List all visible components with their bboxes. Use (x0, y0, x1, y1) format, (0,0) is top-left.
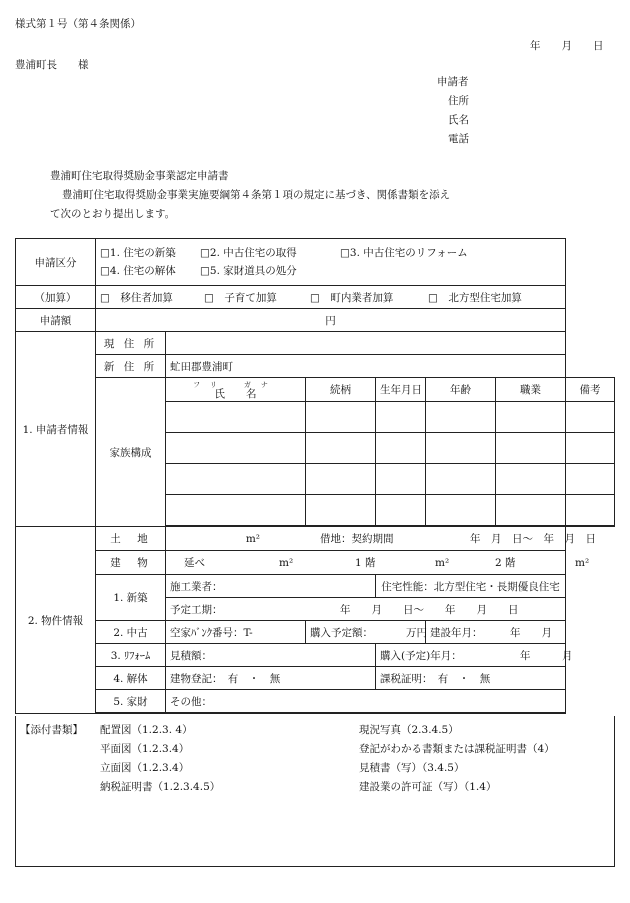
building-unit: m² (279, 557, 294, 569)
form-number: 様式第１号（第４条関係） (15, 18, 141, 30)
land-field[interactable] (166, 527, 596, 551)
name-label: 氏名 (448, 114, 469, 126)
family-cell[interactable] (376, 464, 426, 495)
intro-line-1: 豊浦町住宅取得奨励金事業実施要綱第４条第１項の規定に基づき、関係書類を添え (62, 189, 451, 201)
floor-2: 2 階 (495, 557, 516, 569)
current-address-field[interactable] (166, 332, 566, 355)
new-address-label: 新 住 所 (96, 355, 166, 378)
land-unit: m² (245, 533, 260, 545)
family-cell[interactable] (426, 433, 496, 464)
applicant-label: 申請者 (437, 76, 469, 88)
bank-number-field[interactable]: 空家ﾊﾞﾝｸ番号：T- (166, 621, 306, 644)
family-cell[interactable] (566, 495, 615, 526)
attachment-item: 納税証明書（1.2.3.4.5） (100, 781, 221, 793)
attachment-item: 平面図（1.2.3.4） (100, 743, 190, 755)
category-used-purchase[interactable]: □2. 中古住宅の取得 (200, 247, 297, 259)
family-header-birthdate: 生年月日 (376, 378, 426, 402)
purchase-date-unit: 年 月 (520, 649, 573, 662)
floor-2-unit: m² (575, 557, 590, 569)
family-cell[interactable] (376, 402, 426, 433)
attachment-item: 立面図（1.2.3.4） (100, 762, 190, 774)
amount-unit: 円 (325, 314, 336, 327)
tax-cert-field[interactable]: 課税証明： 有 ・ 無 (376, 667, 566, 690)
category-new-build[interactable]: □1. 住宅の新築 (100, 247, 176, 259)
phone-label: 電話 (448, 133, 469, 145)
built-year-label: 建設年月： (430, 626, 483, 639)
household-label: 5. 家財 (96, 690, 166, 713)
estimate-field[interactable]: 見積額： (166, 644, 376, 667)
built-year-unit: 年 月 (510, 626, 552, 639)
purchase-price-field[interactable] (306, 621, 426, 644)
family-cell[interactable] (376, 495, 426, 526)
family-label: 家族構成 (96, 378, 166, 527)
schedule-label: 予定工期： (170, 603, 223, 616)
amount-label: 申請額 (16, 309, 96, 332)
family-header-job: 職業 (496, 378, 566, 402)
performance-field[interactable]: 住宅性能：北方型住宅・長期優良住宅 (376, 575, 566, 598)
attachment-item: 登記がわかる書類または課税証明書（4） (359, 743, 555, 755)
registration-field[interactable]: 建物登記： 有 ・ 無 (166, 667, 376, 690)
attachment-item: 現況写真（2.3.4.5） (359, 724, 459, 736)
family-cell[interactable] (376, 433, 426, 464)
addition-childcare[interactable]: □ 子育て加算 (204, 291, 277, 304)
used-label: 2. 中古 (96, 621, 166, 644)
schedule-field[interactable] (166, 598, 566, 621)
contractor-field[interactable]: 施工業者： (166, 575, 376, 598)
purchase-price-label: 購入予定額： (310, 626, 373, 639)
addition-local-contractor[interactable]: □ 町内業者加算 (310, 291, 394, 304)
family-name-label: 氏 名 (214, 387, 257, 400)
purchase-price-unit: 万円 (406, 626, 427, 639)
family-cell[interactable] (426, 464, 496, 495)
addition-options[interactable] (96, 286, 566, 309)
addition-migrant[interactable]: □ 移住者加算 (100, 291, 173, 304)
family-cell[interactable] (306, 402, 376, 433)
family-cell[interactable] (306, 433, 376, 464)
family-header-relation: 続柄 (306, 378, 376, 402)
reform-label: 3. ﾘﾌｫｰﾑ (96, 644, 166, 667)
land-lease: 借地：契約期間 (320, 533, 394, 545)
land-label: 土 地 (96, 527, 166, 551)
addition-label: （加算） (16, 286, 96, 309)
floor-1-unit: m² (435, 557, 450, 569)
family-header-notes: 備考 (566, 378, 615, 402)
addressee: 豊浦町長 様 (15, 59, 89, 71)
floor-1: 1 階 (355, 557, 376, 569)
building-label: 建 物 (96, 551, 166, 575)
family-cell[interactable] (496, 464, 566, 495)
family-cell[interactable] (426, 495, 496, 526)
family-cell[interactable] (496, 433, 566, 464)
property-info-label: 2. 物件情報 (16, 527, 96, 714)
new-address-field[interactable]: 虻田郡豊浦町 (166, 355, 566, 378)
family-cell[interactable] (426, 402, 496, 433)
family-furigana: フリ ガナ (193, 380, 278, 389)
attachment-item: 配置図（1.2.3. 4） (100, 724, 193, 736)
family-cell[interactable] (306, 495, 376, 526)
other-field[interactable]: その他： (166, 690, 566, 713)
attachment-item: 見積書（写）（3.4.5） (359, 762, 465, 774)
family-cell[interactable] (166, 464, 306, 495)
category-demolish[interactable]: □4. 住宅の解体 (100, 265, 176, 277)
category-options[interactable] (96, 239, 566, 286)
family-cell[interactable] (566, 433, 615, 464)
applicant-info-label: 1. 申請者情報 (16, 332, 96, 527)
new-build-label: 1. 新築 (96, 575, 166, 621)
attachment-item: 建設業の許可証（写）（1.4） (359, 781, 497, 793)
addition-northern-house[interactable]: □ 北方型住宅加算 (428, 291, 522, 304)
application-form (15, 238, 615, 714)
land-period: 年 月 日～ 年 月 日 (470, 533, 596, 545)
family-header-age: 年齢 (426, 378, 496, 402)
family-header-name (166, 378, 306, 402)
family-cell[interactable] (306, 464, 376, 495)
family-cell[interactable] (566, 464, 615, 495)
built-year-field[interactable] (426, 621, 566, 644)
demolish-label: 4. 解体 (96, 667, 166, 690)
family-cell[interactable] (566, 402, 615, 433)
family-cell[interactable] (496, 402, 566, 433)
attachments-box (15, 716, 615, 867)
document-title: 豊浦町住宅取得奨励金事業認定申請書 (50, 170, 229, 182)
family-cell[interactable] (496, 495, 566, 526)
purchase-date-field[interactable] (376, 644, 573, 667)
building-field[interactable] (166, 551, 590, 575)
category-label: 申請区分 (16, 239, 96, 286)
family-cell[interactable] (166, 495, 306, 526)
current-address-label: 現 住 所 (96, 332, 166, 355)
intro-line-2: て次のとおり提出します。 (50, 208, 176, 220)
schedule-dates: 年 月 日～ 年 月 日 (340, 603, 519, 616)
family-cell[interactable] (166, 433, 306, 464)
date-field: 年 月 日 (530, 40, 604, 52)
address-label: 住所 (448, 95, 469, 107)
building-total: 延べ (184, 557, 205, 569)
category-reform[interactable]: □3. 中古住宅のリフォーム (340, 247, 468, 259)
family-cell[interactable] (166, 402, 306, 433)
category-household[interactable]: □5. 家財道具の処分 (200, 265, 297, 277)
attachments-label: 【添付書類】 (20, 724, 83, 736)
amount-field[interactable] (96, 309, 566, 332)
purchase-date-label: 購入(予定)年月： (380, 649, 462, 662)
